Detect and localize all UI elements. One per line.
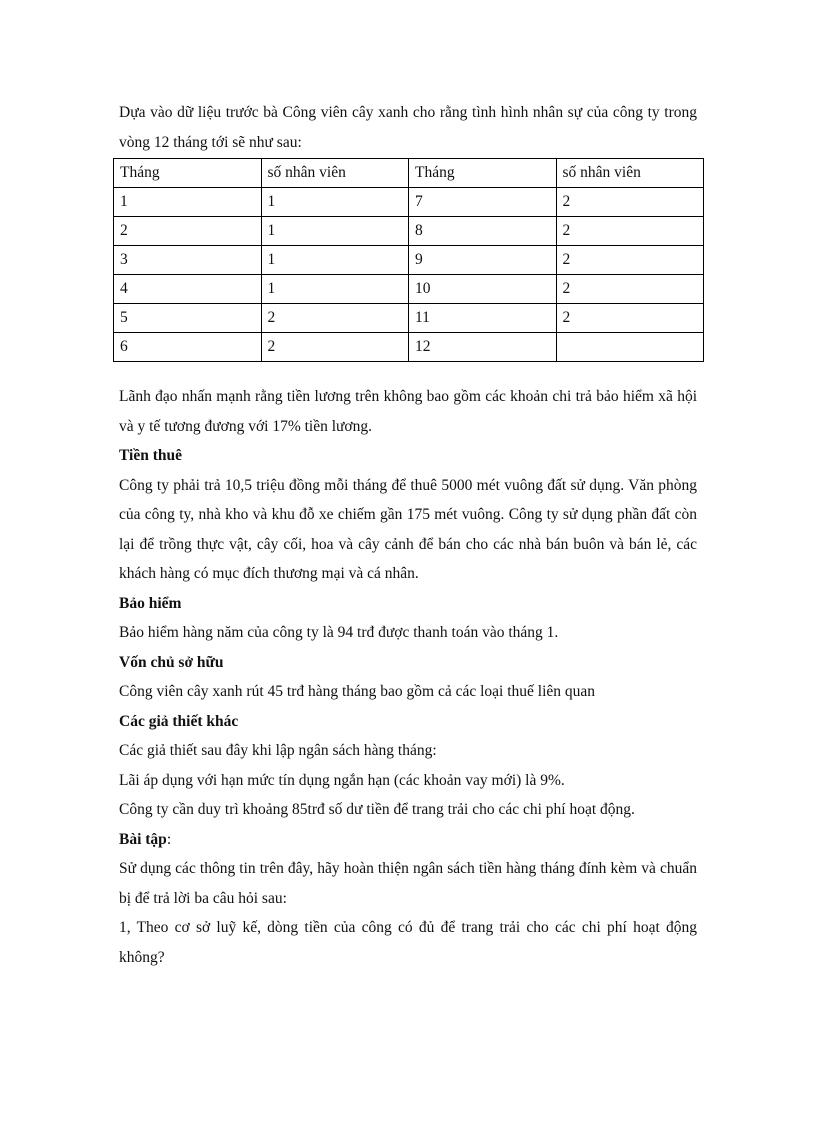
table-cell: 2 (556, 304, 704, 333)
header-cell: số nhân viên (556, 159, 704, 188)
table-cell: 2 (556, 275, 704, 304)
table-cell: 2 (556, 246, 704, 275)
document-page (119, 98, 697, 972)
table-cell (556, 333, 704, 362)
header-cell: Tháng (114, 159, 262, 188)
table-cell: 2 (261, 333, 409, 362)
table-cell: 8 (409, 217, 557, 246)
table-cell: 2 (556, 188, 704, 217)
table-row (114, 188, 704, 217)
table-cell: 2 (556, 217, 704, 246)
insurance-heading: Bảo hiểm (119, 594, 182, 612)
insurance-text: Bảo hiểm hàng năm của công ty là 94 trđ được thanh toán vào tháng 1. (119, 624, 559, 641)
other-line: Công ty cần duy trì khoảng 85trđ số dư tiền để trang trải cho các chi phí hoạt động. (119, 801, 635, 818)
table-row (114, 246, 704, 275)
table-cell: 4 (114, 275, 262, 304)
exercise-colon: : (166, 830, 172, 848)
table-cell: 1 (261, 217, 409, 246)
table-row (114, 333, 704, 362)
table-cell: 10 (409, 275, 557, 304)
table-cell: 1 (261, 275, 409, 304)
table-cell: 11 (409, 304, 557, 333)
table-cell: 1 (114, 188, 262, 217)
table-cell: 12 (409, 333, 557, 362)
intro-paragraph: Dựa vào dữ liệu trước bà Công viên cây xanh cho rằng tình hình nhân sự của công ty trong vòng 12 tháng tới sẽ như sau: (119, 104, 697, 151)
other-assumptions-heading: Các giả thiết khác (119, 712, 239, 730)
header-cell: số nhân viên (261, 159, 409, 188)
staff-table (113, 158, 704, 362)
rent-text: Công ty phải trả 10,5 triệu đồng mỗi tháng để thuê 5000 mét vuông đất sử dụng. Văn phòng của công ty, nhà kho và khu đỗ xe chiếm gần 175 mét vuông. Công ty sử dụng phần đất còn lại để trồng thực vật, cây cối, hoa và cây cảnh để bán cho các nhà bán buôn và bán lẻ, các khách hàng có mục đích thương mại và cá nhân. (119, 476, 697, 582)
exercise-heading: Bài tập (119, 830, 167, 848)
table-header-row (114, 159, 704, 188)
rent-heading: Tiền thuê (119, 447, 183, 464)
table-row (114, 304, 704, 333)
exercise-heading-line (119, 825, 697, 855)
header-cell: Tháng (409, 159, 557, 188)
equity-text: Công viên cây xanh rút 45 trđ hàng tháng bao gồm cả các loại thuế liên quan (119, 683, 596, 700)
table-cell: 2 (261, 304, 409, 333)
salary-note: Lãnh đạo nhấn mạnh rằng tiền lương trên không bao gồm các khoản chi trả bảo hiểm xã hội và y tế tương đương với 17% tiền lương. (119, 388, 697, 435)
table-cell: 6 (114, 333, 262, 362)
table-cell: 9 (409, 246, 557, 275)
table-cell: 2 (114, 217, 262, 246)
other-line: Các giả thiết sau đây khi lập ngân sách hàng tháng: (119, 742, 437, 759)
exercise-text: Sử dụng các thông tin trên đây, hãy hoàn thiện ngân sách tiền hàng tháng đính kèm và chuẩn bị để trả lời ba câu hỏi sau: (119, 860, 697, 907)
table-cell: 1 (261, 246, 409, 275)
question-1: 1, Theo cơ sở luỹ kế, dòng tiền của công có đủ để trang trải cho các chi phí hoạt động không? (119, 919, 697, 966)
equity-heading: Vốn chủ sở hữu (119, 653, 224, 671)
table-cell: 1 (261, 188, 409, 217)
table-cell: 5 (114, 304, 262, 333)
table-row (114, 275, 704, 304)
table-row (114, 217, 704, 246)
table-cell: 7 (409, 188, 557, 217)
table-cell: 3 (114, 246, 262, 275)
other-line: Lãi áp dụng với hạn mức tín dụng ngắn hạn (các khoản vay mới) là 9%. (119, 771, 565, 789)
